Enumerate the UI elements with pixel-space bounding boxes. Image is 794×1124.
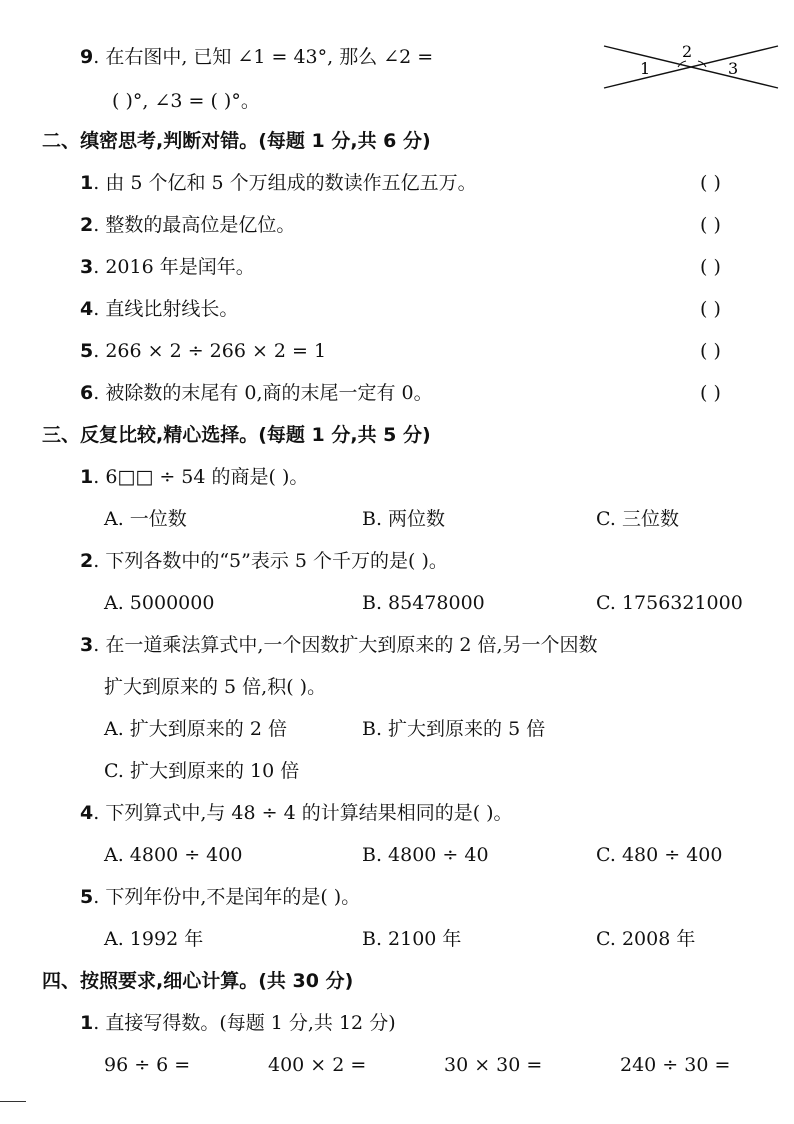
angle-figure xyxy=(600,38,780,92)
choice-3-option-b[interactable]: B. 扩大到原来的 5 倍 xyxy=(362,718,546,740)
choice-item-2: 2. 下列各数中的“5”表示 5 个千万的是( )。 xyxy=(80,550,448,572)
choice-item-5: 5. 下列年份中,不是闰年的是( )。 xyxy=(80,886,361,908)
calc-expr-2: 400 × 2 = xyxy=(268,1054,367,1076)
judge-answer-2[interactable]: ( ) xyxy=(700,214,721,236)
section-title-judge: 二、缜密思考,判断对错。(每题 1 分,共 6 分) xyxy=(42,130,431,152)
q9-number: 9 xyxy=(80,46,94,68)
page-edge-mark xyxy=(0,1101,26,1102)
choice-item-1: 1. 6□□ ÷ 54 的商是( )。 xyxy=(80,466,309,488)
figure-label-2: 2 xyxy=(682,42,693,61)
choice-4-option-c[interactable]: C. 480 ÷ 400 xyxy=(596,844,723,866)
choice-3-option-a[interactable]: A. 扩大到原来的 2 倍 xyxy=(104,718,287,740)
choice-4-option-a[interactable]: A. 4800 ÷ 400 xyxy=(104,844,243,866)
calc-expr-4: 240 ÷ 30 = xyxy=(620,1054,731,1076)
judge-answer-6[interactable]: ( ) xyxy=(700,382,721,404)
judge-item-1: 1. 由 5 个亿和 5 个万组成的数读作五亿五万。 xyxy=(80,172,477,194)
judge-item-5: 5. 266 × 2 ÷ 266 × 2 = 1 xyxy=(80,340,327,362)
judge-answer-5[interactable]: ( ) xyxy=(700,340,721,362)
judge-item-2: 2. 整数的最高位是亿位。 xyxy=(80,214,296,236)
choice-3-option-c[interactable]: C. 扩大到原来的 10 倍 xyxy=(104,760,300,782)
figure-label-3: 3 xyxy=(728,59,739,78)
choice-2-option-c[interactable]: C. 1756321000 xyxy=(596,592,743,614)
q9-line2: ( )°, ∠3 = ( )°。 xyxy=(112,90,260,112)
q9-text1: . 在右图中, 已知 ∠1 = 43°, 那么 ∠2 = xyxy=(93,46,434,68)
calc-expr-1: 96 ÷ 6 = xyxy=(104,1054,191,1076)
judge-answer-1[interactable]: ( ) xyxy=(700,172,721,194)
choice-2-option-a[interactable]: A. 5000000 xyxy=(104,592,215,614)
calc-expr-3: 30 × 30 = xyxy=(444,1054,543,1076)
judge-item-6: 6. 被除数的末尾有 0,商的末尾一定有 0。 xyxy=(80,382,433,404)
choice-item-3: 3. 在一道乘法算式中,一个因数扩大到原来的 2 倍,另一个因数 xyxy=(80,634,598,656)
choice-1-option-a[interactable]: A. 一位数 xyxy=(104,508,187,530)
q9-line1 xyxy=(80,44,433,70)
judge-answer-4[interactable]: ( ) xyxy=(700,298,721,320)
judge-item-3: 3. 2016 年是闰年。 xyxy=(80,256,255,278)
choice-1-option-c[interactable]: C. 三位数 xyxy=(596,508,679,530)
choice-1-option-b[interactable]: B. 两位数 xyxy=(362,508,446,530)
judge-item-4: 4. 直线比射线长。 xyxy=(80,298,239,320)
figure-label-1: 1 xyxy=(640,59,651,78)
choice-item-4: 4. 下列算式中,与 48 ÷ 4 的计算结果相同的是( )。 xyxy=(80,802,513,824)
choice-5-option-a[interactable]: A. 1992 年 xyxy=(104,928,204,950)
choice-2-option-b[interactable]: B. 85478000 xyxy=(362,592,485,614)
judge-answer-3[interactable]: ( ) xyxy=(700,256,721,278)
calc-item-1: 1. 直接写得数。(每题 1 分,共 12 分) xyxy=(80,1012,396,1034)
choice-4-option-b[interactable]: B. 4800 ÷ 40 xyxy=(362,844,489,866)
choice-5-option-c[interactable]: C. 2008 年 xyxy=(596,928,696,950)
choice-5-option-b[interactable]: B. 2100 年 xyxy=(362,928,462,950)
section-title-calc: 四、按照要求,细心计算。(共 30 分) xyxy=(42,970,354,992)
choice-item-3-cont: 扩大到原来的 5 倍,积( )。 xyxy=(104,676,327,698)
section-title-choice: 三、反复比较,精心选择。(每题 1 分,共 5 分) xyxy=(42,424,431,446)
